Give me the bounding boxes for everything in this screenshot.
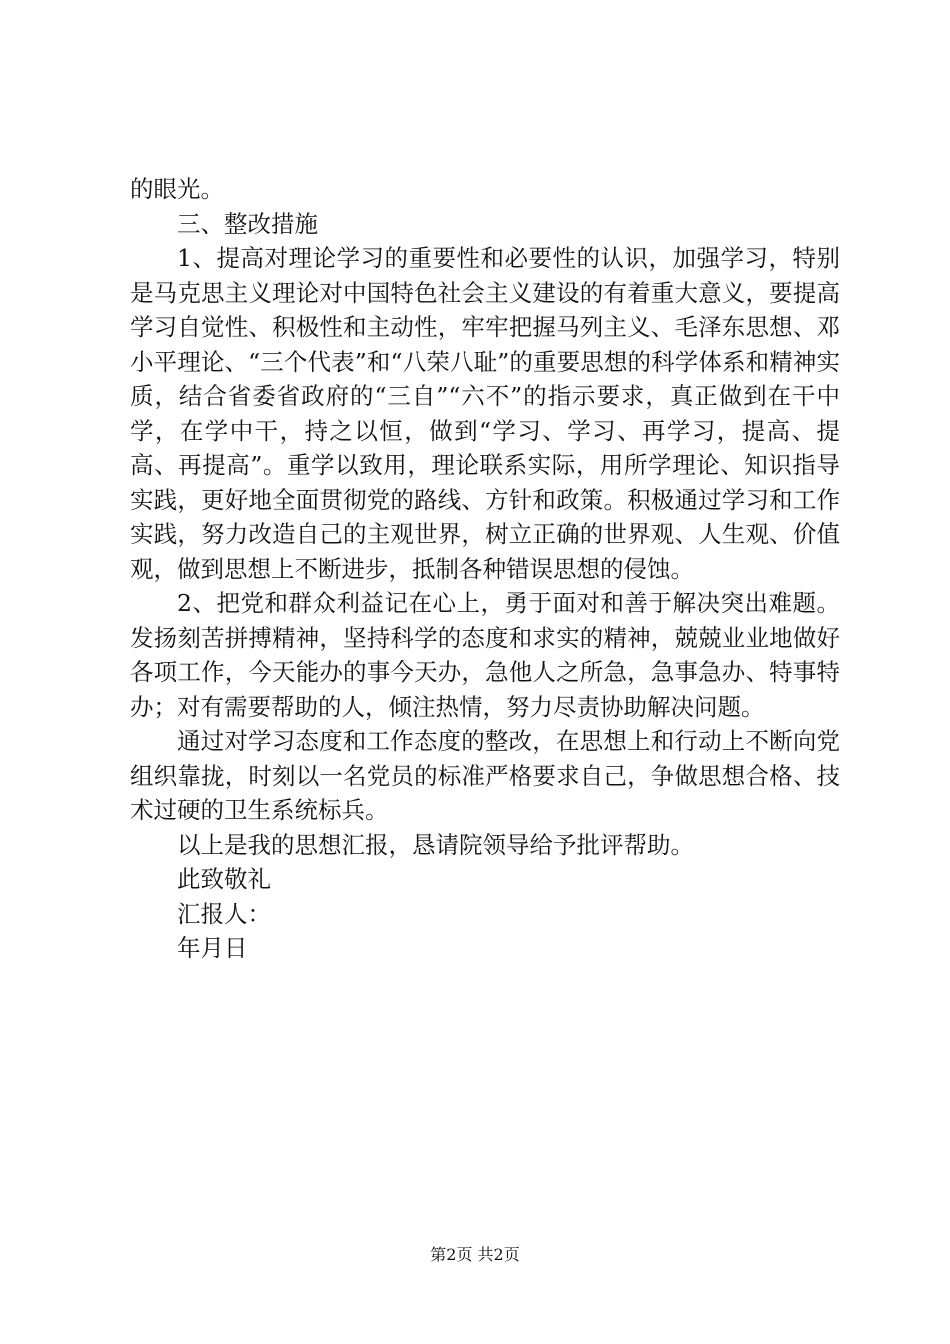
paragraph-measure-1: 1、提高对理论学习的重要性和必要性的认识，加强学习，特别是马克思主义理论对中国特色社会主义建设的有着重大意义，要提高学习自觉性、积极性和主动性，牢牢把握马列主义、毛泽东思想、邓小平理论、“三个代表”和“八荣八耻”的重要思想的科学体系和精神实质，结合省委省政府的“三自”“六不”的指示要求，真正做到在干中学，在学中干，持之以恒，做到“学习、学习、再学习，提高、提高、再提高”。重学以致用，理论联系实际，用所学理论、知识指导实践，更好地全面贯彻党的路线、方针和政策。积极通过学习和工作实践，努力改造自己的主观世界，树立正确的世界观、人生观、价值观，做到思想上不断进步，抵制各种错误思想的侵蚀。 <box>130 244 840 583</box>
section-heading: 三、整改措施 <box>177 209 318 238</box>
paragraph-summary: 通过对学习态度和工作态度的整改，在思想上和行动上不断向党组织靠拢，时刻以一名党员的标准严格要求自己，争做思想合格、技术过硬的卫生系统标兵。 <box>130 727 840 824</box>
paragraph-measure-2: 2、把党和群众利益记在心上，勇于面对和善于解决突出难题。发扬刻苦拼搏精神，坚持科学的态度和求实的精神，兢兢业业地做好各项工作，今天能办的事今天办，急他人之所急，急事急办、特事特办；对有需要帮助的人，倾注热情，努力尽责协助解决问题。 <box>130 589 840 721</box>
paragraph-request: 以上是我的思想汇报，恳请院领导给予批评帮助。 <box>177 830 694 859</box>
document-body <box>130 172 840 966</box>
paragraph-continuation: 的眼光。 <box>130 175 224 203</box>
closing-date: 年月日 <box>177 934 248 962</box>
page-footer: 第2页 共2页 <box>430 1245 520 1264</box>
closing-reporter: 汇报人： <box>177 899 271 928</box>
closing-salutation: 此致敬礼 <box>177 865 271 893</box>
